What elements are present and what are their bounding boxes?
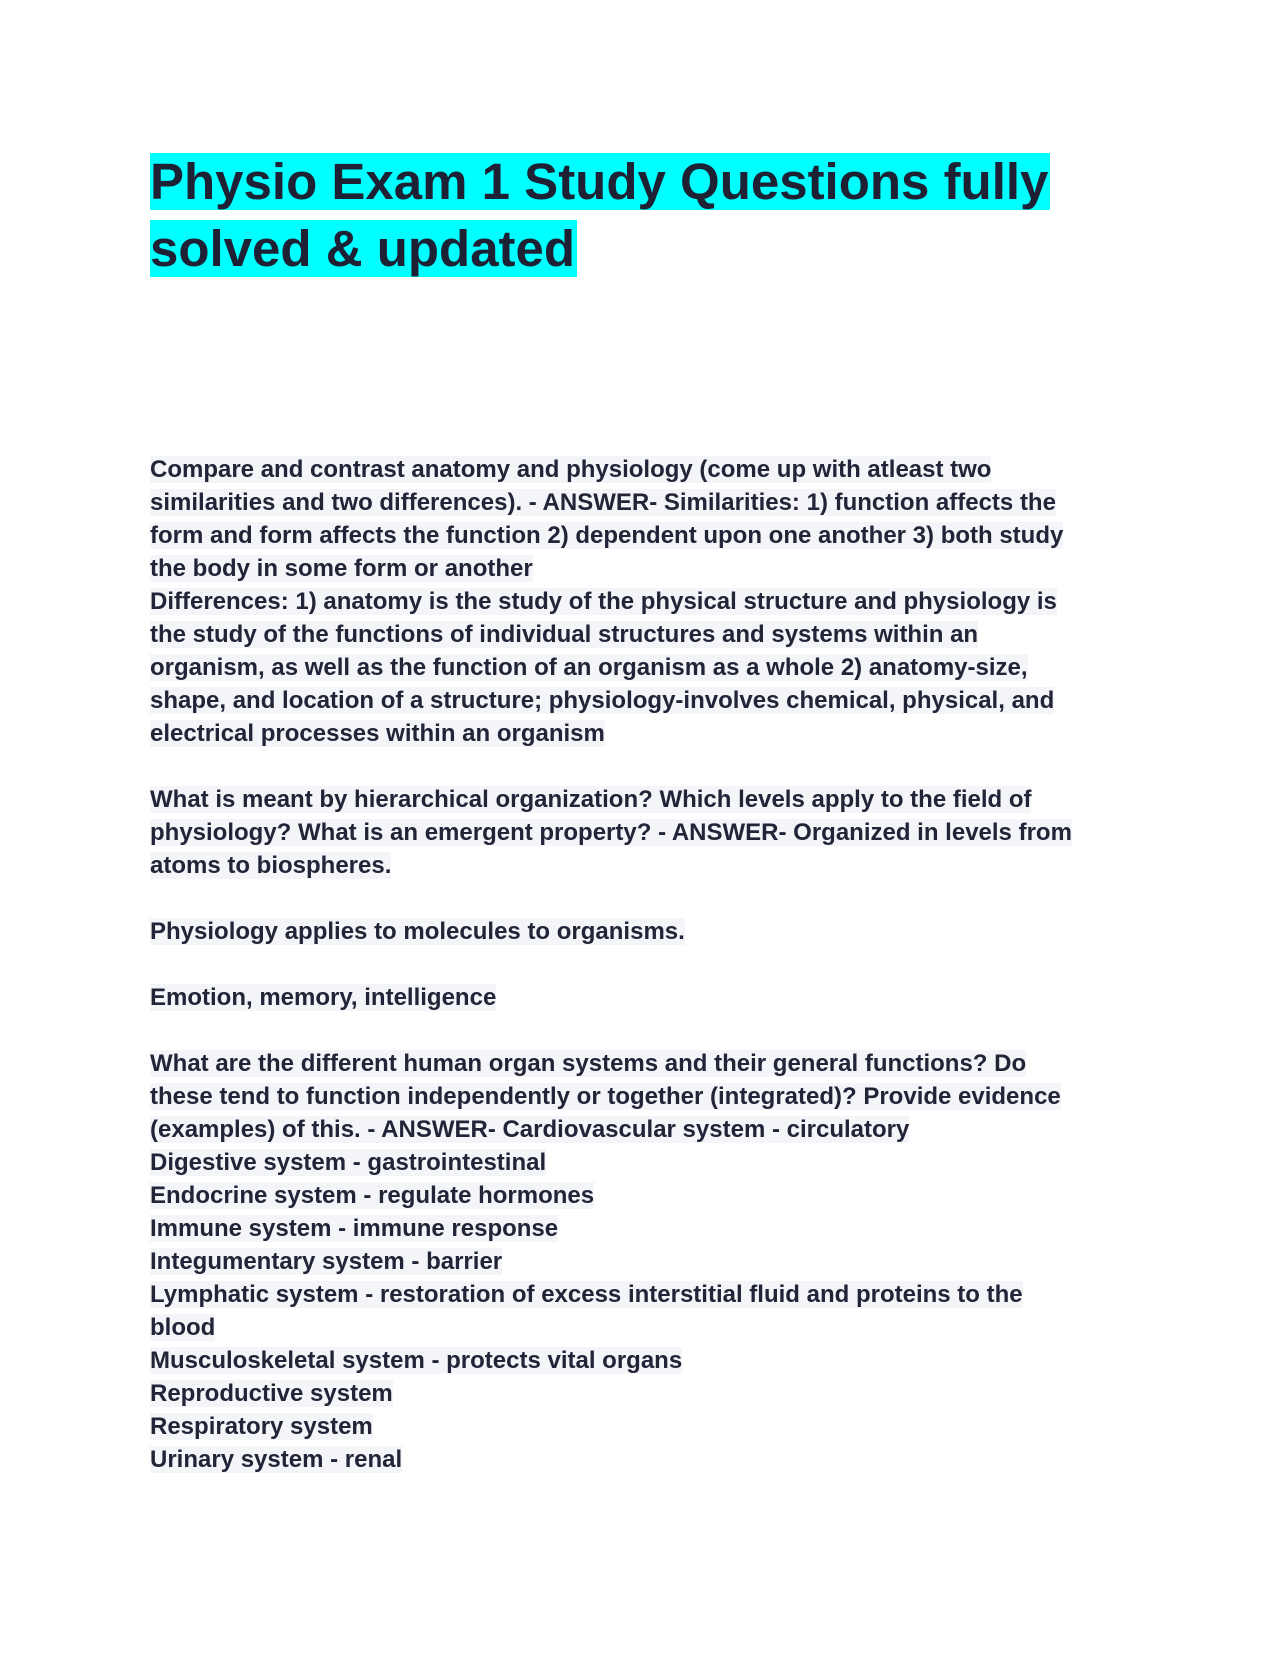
text-line [150, 981, 1130, 1014]
text-line [150, 1443, 1130, 1476]
text-line [150, 651, 1130, 684]
text-line [150, 1047, 1130, 1080]
paragraph-spacer [150, 750, 1130, 783]
text-line-content: Respiratory system [150, 1413, 373, 1440]
document-title [150, 148, 1130, 282]
text-line-content: Reproductive system [150, 1380, 393, 1407]
text-line [150, 717, 1130, 750]
paragraph-spacer [150, 948, 1130, 981]
title-line: solved & updated [150, 220, 576, 277]
text-line-content: shape, and location of a structure; physiology-involves chemical, physical, and [150, 687, 1055, 714]
text-line-content: blood [150, 1314, 216, 1341]
qa-block [150, 981, 1130, 1014]
text-line [150, 618, 1130, 651]
text-line [150, 1212, 1130, 1245]
text-line-content: Differences: 1) anatomy is the study of the physical structure and physiology is [150, 588, 1057, 615]
text-line-content: form and form affects the function 2) dependent upon one another 3) both study [150, 522, 1064, 549]
text-line-content: the body in some form or another [150, 555, 533, 582]
text-line-content: What are the different human organ systems and their general functions? Do [150, 1050, 1027, 1077]
text-line-content: What is meant by hierarchical organization? Which levels apply to the field of [150, 786, 1032, 813]
paragraph-spacer [150, 1014, 1130, 1047]
text-line [150, 1410, 1130, 1443]
text-line-content: (examples) of this. - ANSWER- Cardiovascular system - circulatory [150, 1116, 910, 1143]
text-line-content: Digestive system - gastrointestinal [150, 1149, 547, 1176]
text-line [150, 1278, 1130, 1311]
text-line-content: Urinary system - renal [150, 1446, 403, 1473]
text-line-content: Lymphatic system - restoration of excess interstitial fluid and proteins to the [150, 1281, 1023, 1308]
text-line-content: atoms to biospheres. [150, 852, 392, 879]
text-line-content: similarities and two differences). - ANSWER- Similarities: 1) function affects the [150, 489, 1056, 516]
qa-block [150, 453, 1130, 750]
qa-block [150, 915, 1130, 948]
text-line [150, 486, 1130, 519]
text-line-content: Physiology applies to molecules to organisms. [150, 918, 685, 945]
text-line-content: Emotion, memory, intelligence [150, 984, 497, 1011]
text-line-content: physiology? What is an emergent property? - ANSWER- Organized in levels from [150, 819, 1072, 846]
text-line-content: Musculoskeletal system - protects vital organs [150, 1347, 683, 1374]
text-line [150, 453, 1130, 486]
text-line-content: organism, as well as the function of an organism as a whole 2) anatomy-size, [150, 654, 1028, 681]
text-line [150, 915, 1130, 948]
document-body [150, 453, 1130, 1476]
text-line [150, 552, 1130, 585]
text-line [150, 1245, 1130, 1278]
text-line [150, 1179, 1130, 1212]
paragraph-spacer [150, 882, 1130, 915]
title-line: Physio Exam 1 Study Questions fully [150, 153, 1049, 210]
text-line-content: the study of the functions of individual structures and systems within an [150, 621, 979, 648]
text-line [150, 684, 1130, 717]
text-line [150, 816, 1130, 849]
text-line [150, 1113, 1130, 1146]
text-line-content: Immune system - immune response [150, 1215, 559, 1242]
text-line [150, 585, 1130, 618]
text-line-content: Compare and contrast anatomy and physiology (come up with atleast two [150, 456, 992, 483]
text-line [150, 783, 1130, 816]
text-line [150, 849, 1130, 882]
text-line [150, 1311, 1130, 1344]
text-line [150, 1146, 1130, 1179]
text-line-content: Endocrine system - regulate hormones [150, 1182, 595, 1209]
text-line-content: these tend to function independently or together (integrated)? Provide evidence [150, 1083, 1061, 1110]
text-line [150, 1377, 1130, 1410]
text-line [150, 1344, 1130, 1377]
text-line-content: Integumentary system - barrier [150, 1248, 503, 1275]
text-line-content: electrical processes within an organism [150, 720, 605, 747]
qa-block [150, 1047, 1130, 1476]
document-page [150, 148, 1130, 1476]
text-line [150, 1080, 1130, 1113]
qa-block [150, 783, 1130, 882]
text-line [150, 519, 1130, 552]
